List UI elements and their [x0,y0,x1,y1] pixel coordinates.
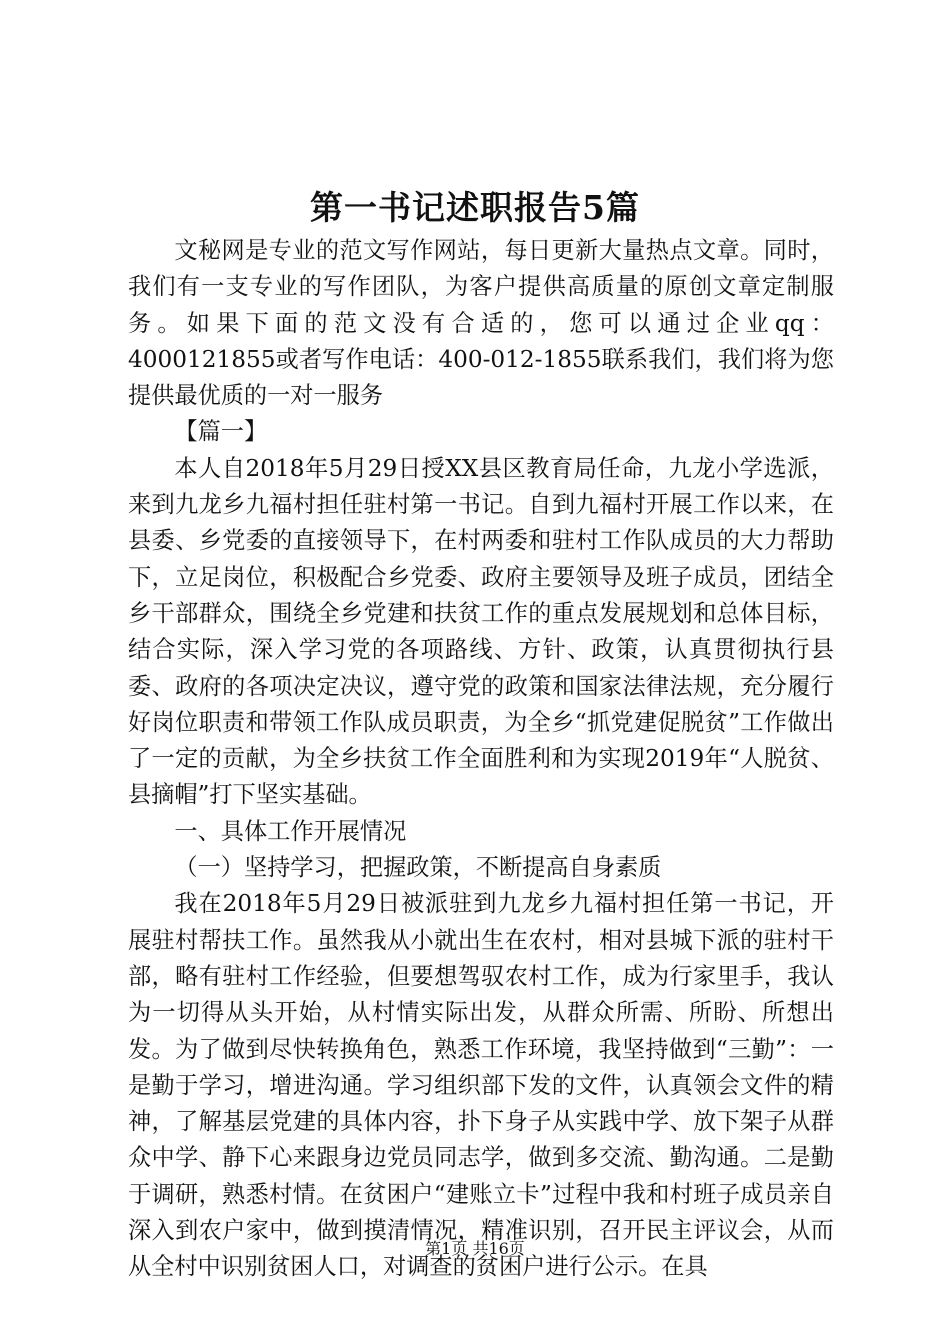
document-body [128,233,834,1286]
paragraph-1: 本人自2018年5月29日授XX县区教育局任命，九龙小学选派，来到九龙乡九福村担任驻村第一书记。自到九福村开展工作以来，在县委、乡党委的直接领导下，在村两委和驻村工作队成员的大力帮助下，立足岗位，积极配合乡党委、政府主要领导及班子成员，团结全乡干部群众，围绕全乡党建和扶贫工作的重点发展规划和总体目标，结合实际，深入学习党的各项路线、方针、政策，认真贯彻执行县委、政府的各项决定决议，遵守党的政策和国家法律法规，充分履行好岗位职责和带领工作队成员职责，为全乡“抓党建促脱贫”工作做出了一定的贡献，为全乡扶贫工作全面胜利和为实现2019年“人脱贫、县摘帽”打下坚实基础。 [128,454,834,809]
intro-paragraph: 文秘网是专业的范文写作网站，每日更新大量热点文章。同时，我们有一支专业的写作团队，为客户提供高质量的原创文章定制服务。如果下面的范文没有合适的，您可以通过企业qq：4000121855或者写作电话：400-012-1855联系我们，我们将为您提供最优质的一对一服务 [128,237,834,410]
document-title: 第一书记述职报告5篇 [310,188,640,227]
subheading-1: （一）坚持学习，把握政策，不断提高自身素质 [174,854,662,882]
paragraph-2: 我在2018年5月29日被派驻到九龙乡九福村担任第一书记，开展驻村帮扶工作。虽然我从小就出生在农村，相对县城下派的驻村干部，略有驻村工作经验，但要想驾驭农村工作，成为行家里手，我认为一切得从头开始，从村情实际出发，从群众所需、所盼、所想出发。为了做到尽快转换角色，熟悉工作环境，我坚持做到“三勤”：一是勤于学习，增进沟通。学习组织部下发的文件，认真领会文件的精神，了解基层党建的具体内容，扑下身子从实践中学、放下架子从群众中学、静下心来跟身边党员同志学，做到多交流、勤沟通。二是勤于调研，熟悉村情。在贫困户“建账立卡”过程中我和村班子成员亲自深入到农户家中，做到摸清情况，精准识别，召开民主评议会，从而从全村中识别贫困人口，对调查的贫困户进行公示。在具 [128,890,834,1281]
page-footer: 第1页 共16页 [425,1239,525,1258]
heading-1: 一、具体工作开展情况 [174,817,407,845]
section-label: 【篇一】 [174,418,268,446]
